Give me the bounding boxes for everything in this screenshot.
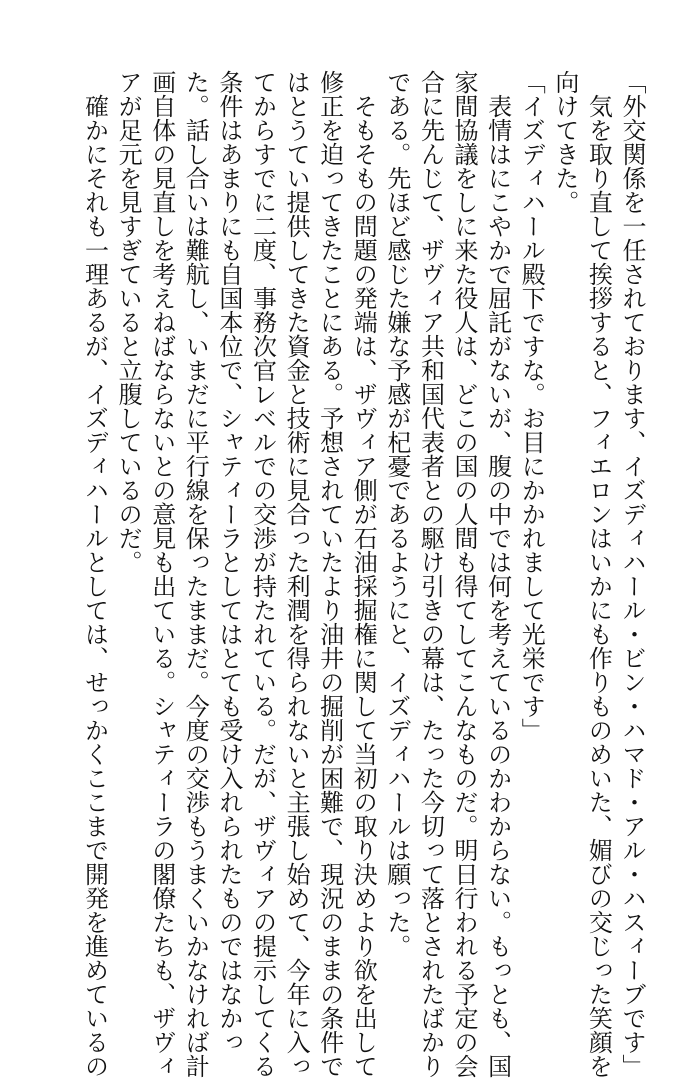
text-line: アが足元を見すぎていると立腹しているのだ。 <box>114 70 143 574</box>
text-line: 表情はにこやかで屈託がないが、腹の中では何を考えているのかわからない。もっとも、国 <box>483 70 512 1078</box>
text-line: 修正を迫ってきたことにある。予想されていたより油井の掘削が困難で、現況のままの条件で <box>315 70 344 1078</box>
text-line: 画自体の見直しを考えねばならないとの意見も出ている。シャティーラの閣僚たちも、ザヴィ <box>147 70 176 1078</box>
text-line: 向けてきた。 <box>550 70 579 214</box>
text-line: た。話し合いは難航し、いまだに平行線を保ったままだ。今度の交渉もうまくいかなければ計 <box>181 70 210 1078</box>
text-line: 「イズディハール殿下ですな。お目にかかれまして光栄です」 <box>517 70 546 742</box>
text-line: 気を取り直して挨拶すると、フィエロンはいかにも作りものめいた、媚びの交じった笑顔を <box>584 70 613 1078</box>
text-line: 条件はあまりにも自国本位で、シャティーラとしてはとても受け入れられたものではなかっ <box>214 70 243 1054</box>
text-line: てからすでに二度、事務次官レベルでの交渉が持たれている。だが、ザヴィアの提示してくる <box>248 70 277 1078</box>
text-line: はとうてい提供してきた資金と技術に見合った利潤を得られないと主張し始めて、今年に入っ <box>282 70 311 1078</box>
text-line: である。先ほど感じた嫌な予感が杞憂であるようにと、イズディハールは願った。 <box>382 70 411 958</box>
text-line: そもそもの問題の発端は、ザヴィア側が石油採掘権に関して当初の取り決めより欲を出して <box>349 70 378 1078</box>
text-line: 合に先んじて、ザヴィア共和国代表者との駆け引きの幕は、たった今切って落とされたばかり <box>416 70 445 1078</box>
text-line: 「外交関係を一任されております、イズディハール・ビン・ハマド・アル・ハスィーブです」 <box>618 70 646 1078</box>
text-line: 確かにそれも一理あるが、イズディハールとしては、せっかくここまで開発を進めているの <box>80 70 109 1078</box>
text-line: 家間協議をしに来た役人は、どこの国の人間も得てしてこんなものだ。明日行われる予定の会 <box>450 70 479 1078</box>
